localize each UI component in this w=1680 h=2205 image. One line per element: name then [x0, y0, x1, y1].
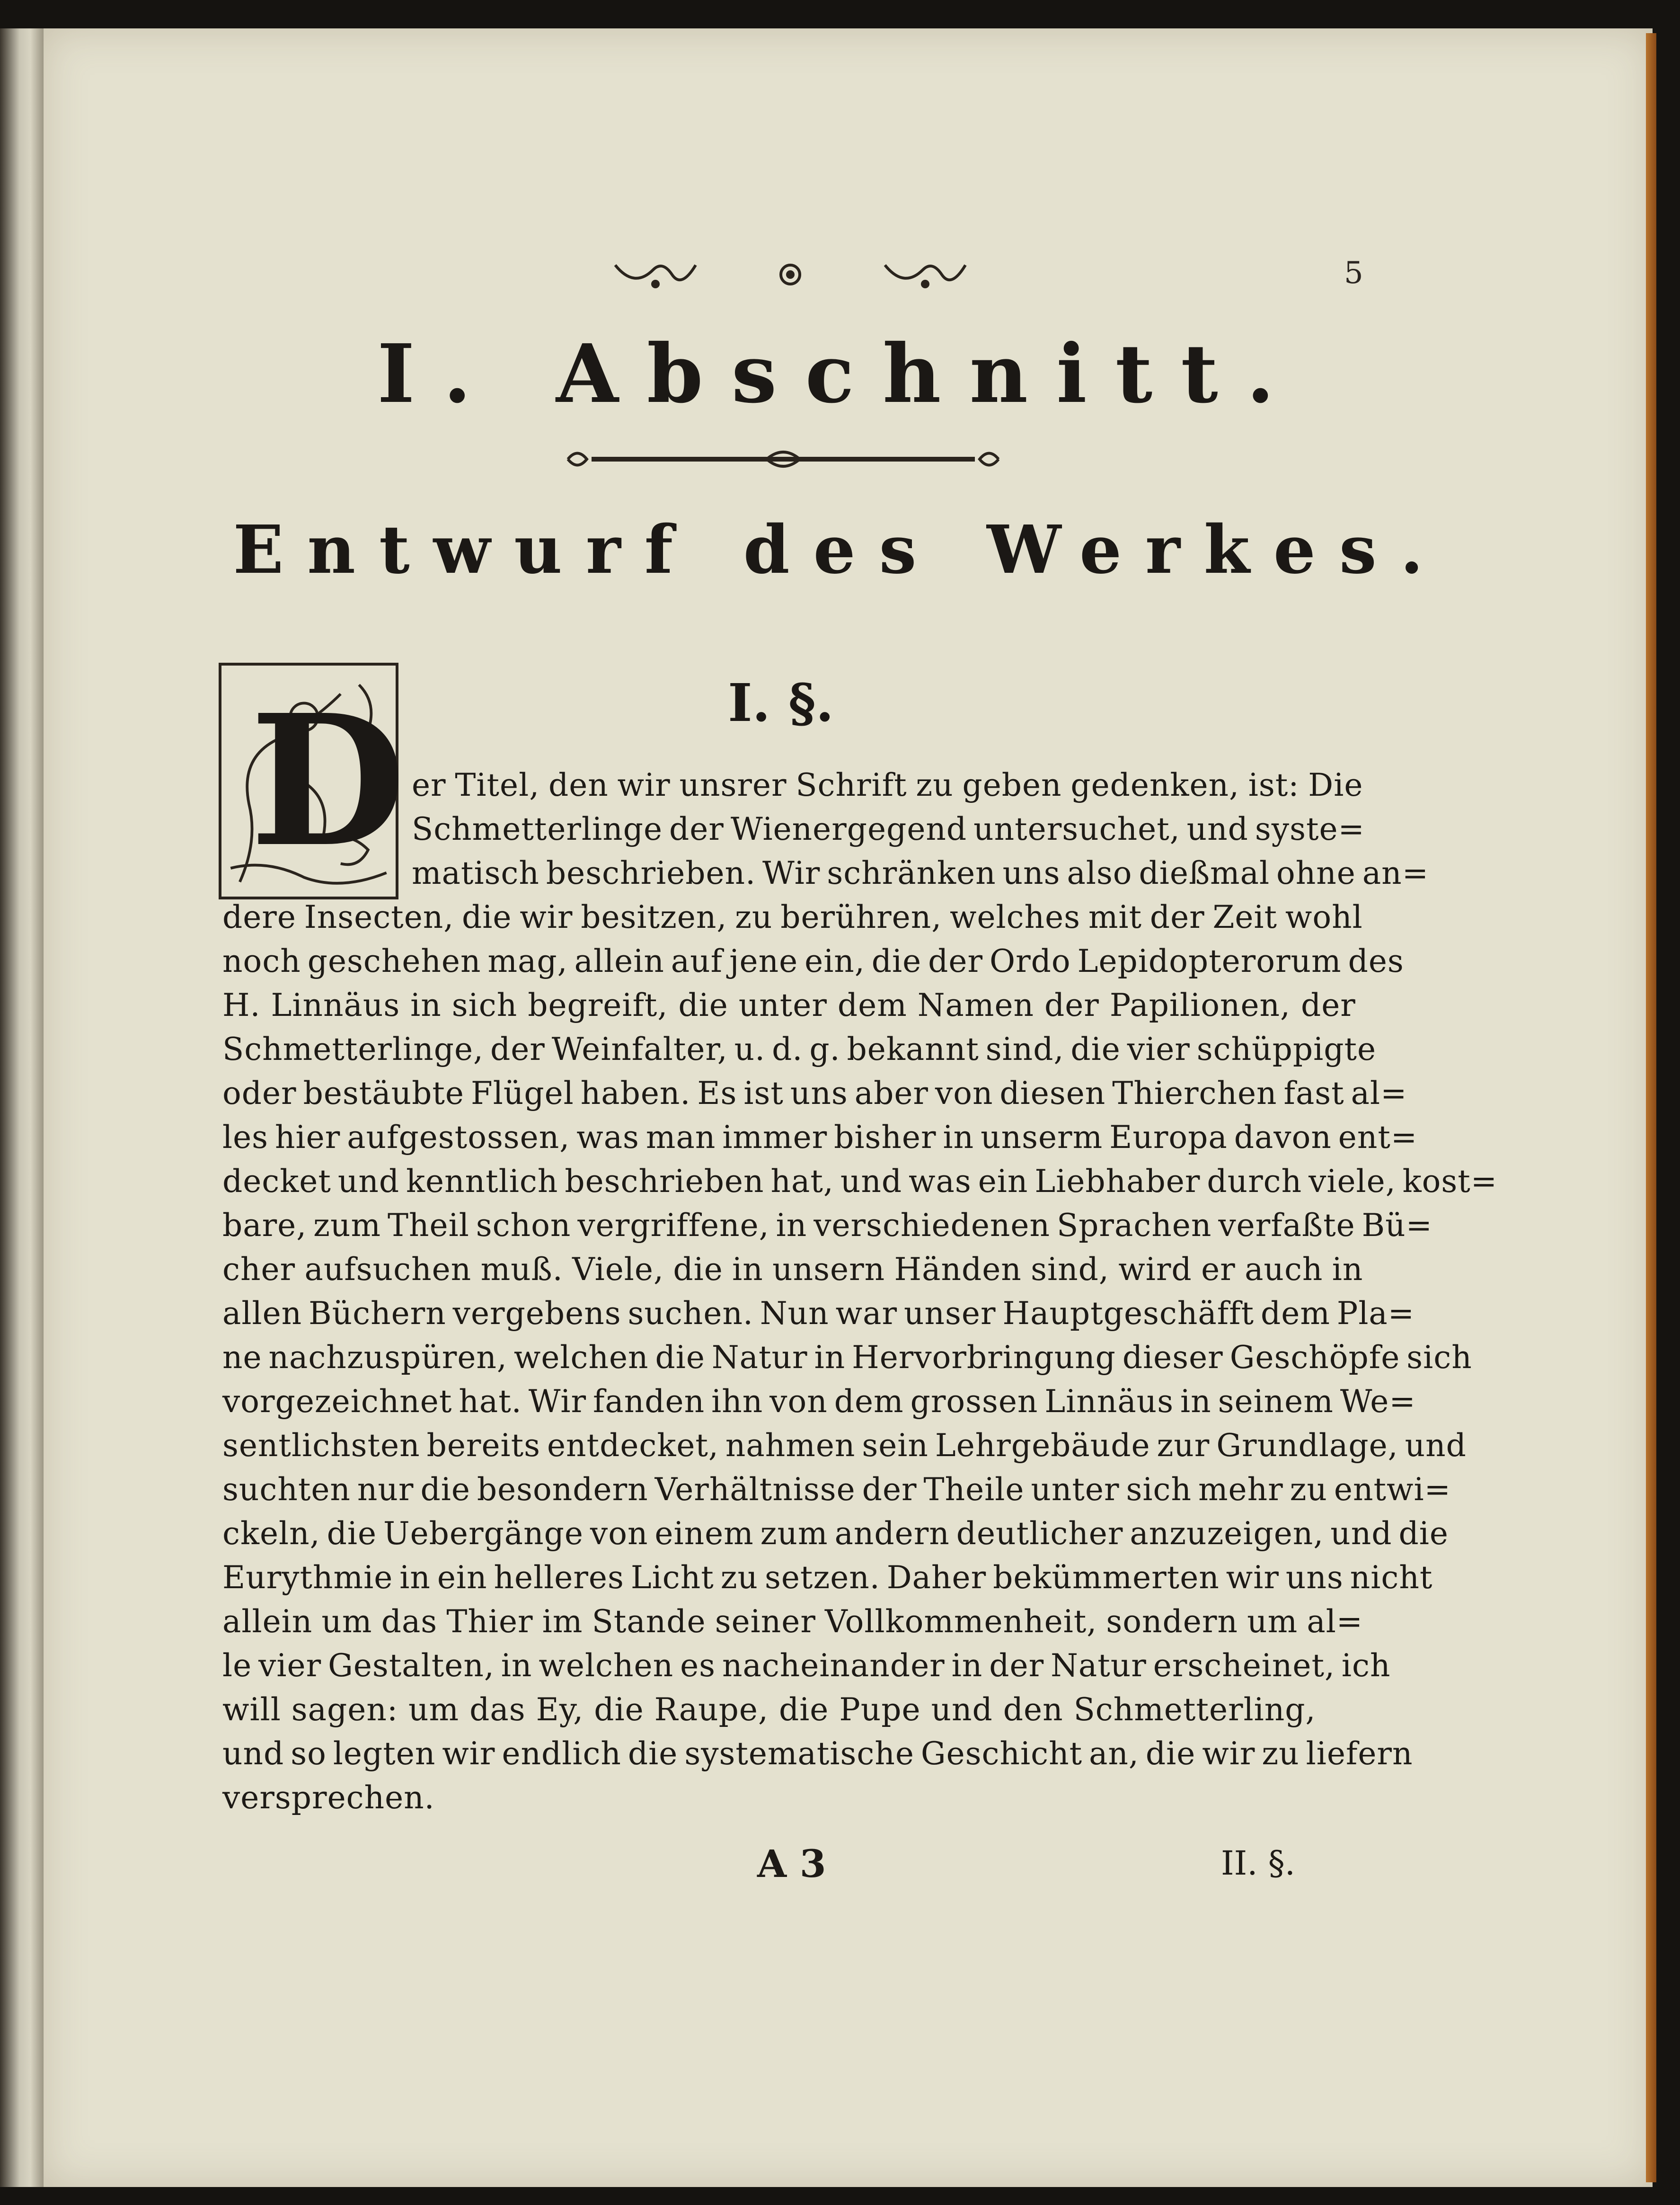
text-line: matisch beschrieben. Wir schränken uns also dießmal ohne an= [412, 855, 1429, 891]
initial-letter: D [250, 675, 406, 887]
text-line: decket und kenntlich beschrieben hat, und was ein Liebhaber durch viele, kost= [222, 1163, 1498, 1200]
ornamental-rule [563, 445, 1003, 473]
text-line: dere Insecten, die wir besitzen, zu berühren, welches mit der Zeit wohl [222, 899, 1363, 935]
text-line: les hier aufgestossen, was man immer bisher in unserm Europa davon ent= [222, 1119, 1418, 1156]
text-line: oder bestäubte Flügel haben. Es ist uns aber von diesen Thierchen fast al= [222, 1075, 1407, 1111]
text-line: er Titel, den wir unsrer Schrift zu geben gedenken, ist: Die [412, 767, 1363, 803]
text-line: allen Büchern vergebens suchen. Nun war unser Hauptgeschäfft dem Pla= [222, 1295, 1415, 1332]
decorated-initial [219, 663, 406, 899]
text-line: cher aufsuchen muß. Viele, die in unsern Händen sind, wird er auch in [222, 1251, 1363, 1288]
text-line: noch geschehen mag, allein auf jene ein, die der Ordo Lepidopterorum des [222, 943, 1404, 979]
catchword: II. §. [1221, 1844, 1296, 1883]
text-line: versprechen. [222, 1779, 435, 1816]
paragraph-number: I. §. [728, 672, 834, 733]
text-line: allein um das Thier im Stande seiner Vollkommenheit, sondern um al= [222, 1603, 1363, 1640]
chapter-subtitle: Entwurf des Werkes. [233, 511, 1447, 589]
signature-mark: A 3 [757, 1841, 826, 1886]
text-line: ne nachzuspüren, welchen die Natur in Hervorbringung dieser Geschöpfe sich [222, 1339, 1472, 1376]
text-line: und so legten wir endlich die systematische Geschicht an, die wir zu liefern [222, 1735, 1413, 1772]
text-line: le vier Gestalten, in welchen es nacheinander in der Natur erscheinet, ich [222, 1647, 1391, 1684]
text-line: suchten nur die besondern Verhältnisse der Theile unter sich mehr zu entwi= [222, 1471, 1451, 1508]
text-line: Eurythmie in ein helleres Licht zu setzen. Daher bekümmerten wir uns nicht [222, 1559, 1433, 1596]
text-line: ckeln, die Uebergänge von einem zum andern deutlicher anzuzeigen, und die [222, 1515, 1449, 1552]
text-line: vorgezeichnet hat. Wir fanden ihn von dem grossen Linnäus in seinem We= [222, 1383, 1416, 1420]
text-line: Schmetterlinge, der Weinfalter, u. d. g. bekannt sind, die vier schüppigte [222, 1031, 1377, 1067]
ornament-vignette [606, 256, 975, 293]
text-line: bare, zum Theil schon vergriffene, in verschiedenen Sprachen verfaßte Bü= [222, 1207, 1432, 1244]
text-line: will sagen: um das Ey, die Raupe, die Pupe und den Schmetterling, [222, 1691, 1316, 1728]
page-number: 5 [1344, 256, 1363, 291]
text-line: sentlichsten bereits entdecket, nahmen sein Lehrgebäude zur Grundlage, und [222, 1427, 1467, 1464]
text-line: Schmetterlinge der Wienergegend untersuchet, und syste= [412, 811, 1365, 847]
text-line: H. Linnäus in sich begreift, die unter dem Namen der Papilionen, der [222, 987, 1356, 1023]
section-heading: I. Abschnitt. [377, 327, 1303, 421]
